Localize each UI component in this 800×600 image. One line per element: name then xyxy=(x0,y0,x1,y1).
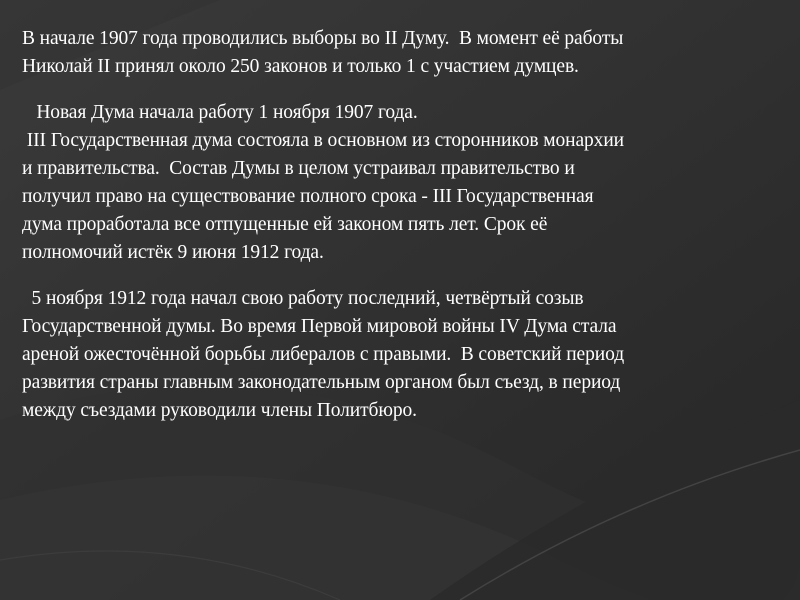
text-line: полномочий истёк 9 июня 1912 года. xyxy=(22,242,324,263)
text-line: между съездами руководили члены Политбюро. xyxy=(22,400,417,421)
paragraph-gap xyxy=(22,267,792,285)
main-text xyxy=(22,25,792,425)
text-line: дума проработала все отпущенные ей законом пять лет. Срок её xyxy=(22,214,548,235)
text-line: развития страны главным законодательным органом был съезд, в период xyxy=(22,372,621,393)
text-line: Государственной думы. Во время Первой мировой войны IV Дума стала xyxy=(22,316,617,337)
text-line: получил право на существование полного срока - III Государственная xyxy=(22,186,594,207)
text-line: ареной ожесточённой борьбы либералов с правыми. В советский период xyxy=(22,344,625,365)
text-line: 5 ноября 1912 года начал свою работу последний, четвёртый созыв xyxy=(22,288,584,309)
text-line: Николай II принял около 250 законов и только 1 с участием думцев. xyxy=(22,56,579,77)
text-line: Новая Дума начала работу 1 ноября 1907 года. xyxy=(22,102,418,123)
paragraph-gap xyxy=(22,81,792,99)
paragraph-3 xyxy=(22,285,792,425)
paragraph-1 xyxy=(22,25,792,81)
text-line: В начале 1907 года проводились выборы во II Думу. В момент её работы xyxy=(22,28,624,49)
text-line: и правительства. Состав Думы в целом устраивал правительство и xyxy=(22,158,575,179)
text-line: III Государственная дума состояла в основном из сторонников монархии xyxy=(22,130,624,151)
paragraph-2 xyxy=(22,99,792,267)
